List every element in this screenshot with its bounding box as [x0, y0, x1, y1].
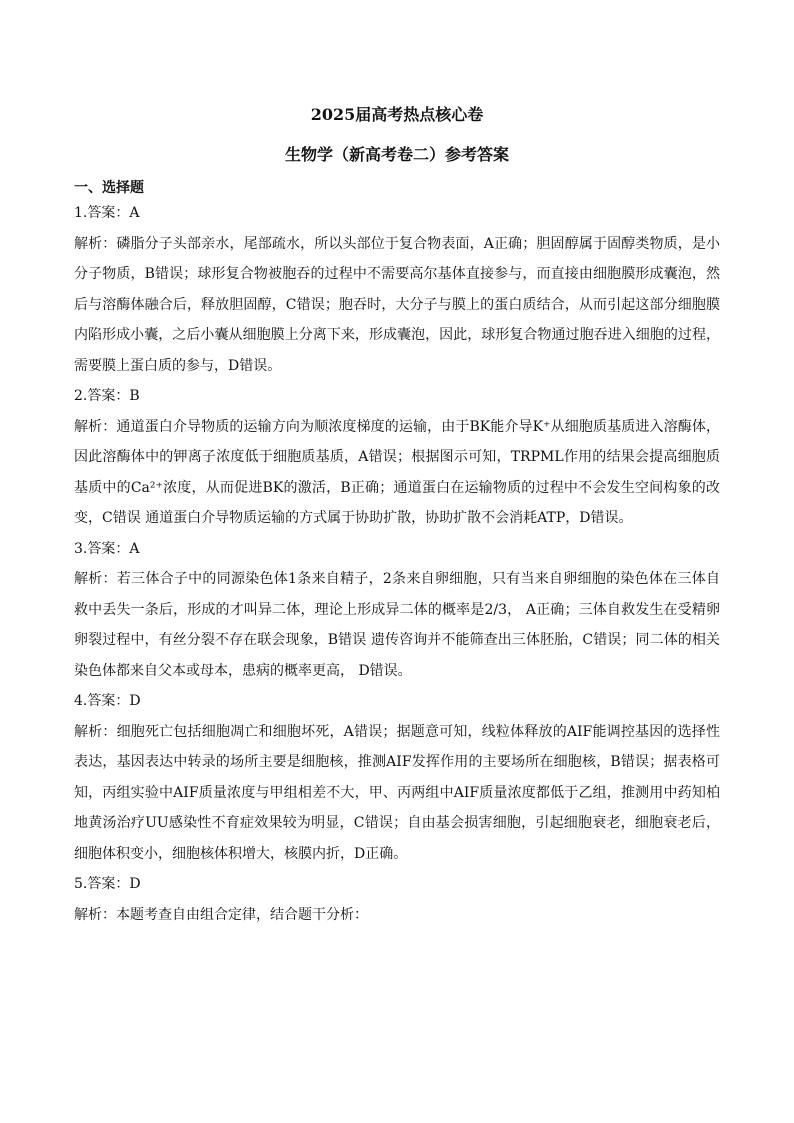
document-title: 2025届高考热点核心卷 [310, 105, 484, 124]
answer-line: 5.答案：D [74, 876, 141, 892]
question-block-2 [74, 381, 720, 534]
explanation-text: 解析：本题考查自由组合定律，结合题干分析： [74, 906, 368, 923]
section-heading: 一、选择题 [74, 180, 144, 196]
explanation-text: 解析：通道蛋白介导物质的运输方向为顺浓度梯度的运输，由于BK能介导K⁺从细胞质基质进入溶酶体，因此溶酶体中的钾离子浓度低于细胞质基质，A错误；根据图示可知，TRPML作用的结果会提高细胞质基质中的Ca²⁺浓度，从而促进BK的激活，B正确；通道蛋白在运输物质的过程中不会发生空间构象的改变，C错误 通道蛋白介导物质运输的方式属于协助扩散，协助扩散不会消耗ATP，D错误。 [74, 418, 720, 526]
answer-line: 3.答案：A [74, 540, 140, 557]
answer-line: 2.答案：B [74, 388, 140, 404]
question-block-4 [74, 686, 720, 869]
question-block-3 [74, 534, 720, 687]
explanation-text: 解析：细胞死亡包括细胞凋亡和细胞坏死，A错误；据题意可知，线粒体释放的AIF能调控基因的选择性表达，基因表达中转录的场所主要是细胞核，推测AIF发挥作用的主要场所在细胞核，B错误；据表格可知，丙组实验中AIF质量浓度与甲组相差不大，甲、丙两组中AIF质量浓度都低于乙组，推测用中药知柏地黄汤治疗UU感染性不育症效果较为明显，C错误；自由基会损害细胞，引起细胞衰老，细胞衰老后，细胞体积变小，细胞核体积增大，核膜内折，D正确。 [74, 723, 720, 862]
answer-line: 1.答案：A [74, 205, 140, 221]
explanation-text: 解析：若三体合子中的同源染色体1条来自精子，2条来自卵细胞，只有当来自卵细胞的染色体在三体自救中丢失一条后，形成的才叫异二体，理论上形成异二体的概率是2/3， A正确；三体自救发生在受精卵卵裂过程中，有丝分裂不存在联会现象，B错误 遗传咨询并不能筛查出三体胚胎，C错误；同二体的相关染色体都来自父本或母本，患病的概率更高， D错误。 [74, 571, 720, 679]
question-block-5 [74, 869, 720, 930]
question-block-1 [74, 198, 720, 381]
document-subtitle: 生物学（新高考卷二）参考答案 [284, 145, 509, 164]
explanation-text: 解析：磷脂分子头部亲水，尾部疏水，所以头部位于复合物表面，A正确；胆固醇属于固醇类物质，是小分子物质，B错误；球形复合物被胞吞的过程中不需要高尔基体直接参与，而直接由细胞膜形成囊泡，然后与溶酶体融合后，释放胆固醇，C错误；胞吞时，大分子与膜上的蛋白质结合，从而引起这部分细胞膜内陷形成小囊，之后小囊从细胞膜上分离下来，形成囊泡，因此，球形复合物通过胞吞进入细胞的过程，需要膜上蛋白质的参与，D错误。 [74, 235, 720, 374]
answer-line: 4.答案：D [74, 693, 141, 709]
